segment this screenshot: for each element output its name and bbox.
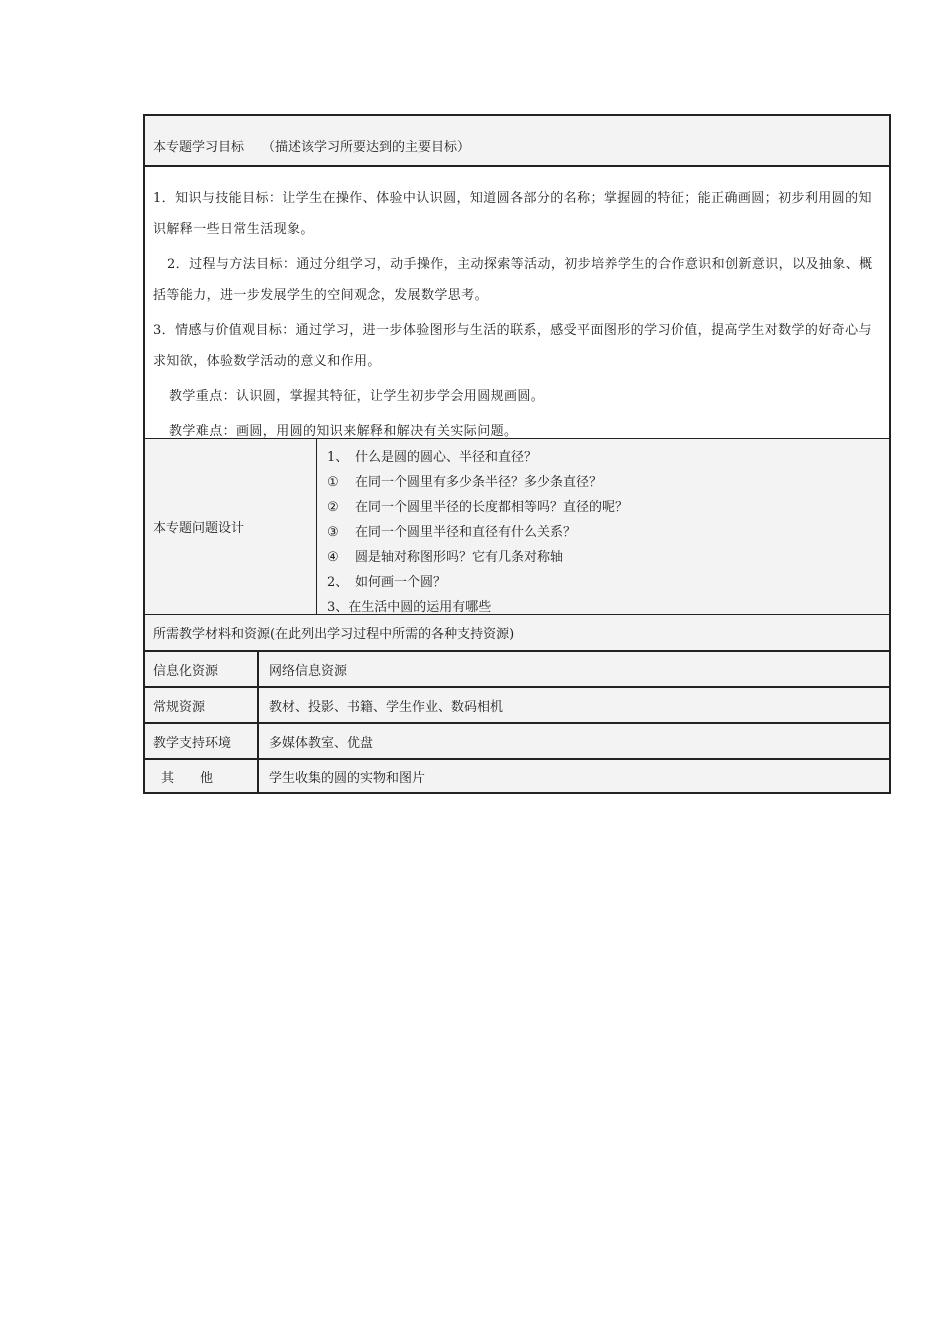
item-number: ② bbox=[327, 500, 339, 515]
questions-list bbox=[317, 439, 889, 614]
list-item bbox=[327, 545, 889, 570]
item-text: 在同一个圆里有多少条半径？多少条直径？ bbox=[355, 475, 603, 490]
questions-section bbox=[143, 438, 891, 614]
item-text: 如何画一个圆？ bbox=[355, 575, 447, 590]
objective-process: 2．过程与方法目标：通过分组学习，动手操作，主动探索等活动，初步培养学生的合作意识和创新意识，以及抽象、概括等能力，进一步发展学生的空间观念，发展数学思考。 bbox=[153, 257, 873, 303]
item-text: 3、在生活中圆的运用有哪些 bbox=[327, 600, 492, 615]
list-item bbox=[327, 495, 889, 520]
lesson-plan-table bbox=[143, 114, 891, 794]
resource-value: 教材、投影、书籍、学生作业、数码相机 bbox=[269, 699, 504, 715]
item-number: ③ bbox=[327, 525, 339, 540]
objectives-body bbox=[143, 165, 891, 438]
resource-label: 常规资源 bbox=[145, 688, 259, 722]
resource-label: 教学支持环境 bbox=[145, 724, 259, 758]
list-item bbox=[327, 445, 889, 470]
questions-label: 本专题问题设计 bbox=[145, 439, 317, 614]
table-row bbox=[143, 758, 891, 794]
table-row bbox=[143, 722, 891, 758]
resource-value: 网络信息资源 bbox=[269, 663, 348, 679]
materials-title: 所需教学材料和资源(在此列出学习过程中所需的各种支持资源) bbox=[153, 627, 515, 642]
objective-knowledge: 1．知识与技能目标：让学生在操作、体验中认识圆，知道圆各部分的名称；掌握圆的特征；能正确画圆；初步利用圆的知识解释一些日常生活现象。 bbox=[153, 191, 872, 237]
teaching-difficulty: 教学难点：画圆，用圆的知识来解释和解决有关实际问题。 bbox=[169, 424, 518, 439]
item-text: 在同一个圆里半径和直径有什么关系？ bbox=[355, 525, 577, 540]
list-item bbox=[327, 470, 889, 495]
resource-value: 学生收集的圆的实物和图片 bbox=[269, 770, 426, 786]
teaching-focus: 教学重点：认识圆，掌握其特征，让学生初步学会用圆规画圆。 bbox=[169, 389, 545, 404]
objective-emotion: 3．情感与价值观目标：通过学习，进一步体验图形与生活的联系，感受平面图形的学习价值，提高学生对数学的好奇心与求知欲，体验数学活动的意义和作用。 bbox=[153, 323, 872, 369]
list-item bbox=[327, 595, 889, 620]
resource-value: 多媒体教室、优盘 bbox=[269, 735, 374, 751]
objectives-title: 本专题学习目标 bbox=[153, 140, 245, 155]
table-row bbox=[143, 650, 891, 686]
list-item bbox=[327, 520, 889, 545]
resource-label: 其 他 bbox=[145, 760, 259, 792]
resource-label: 信息化资源 bbox=[145, 652, 259, 686]
item-text: 在同一个圆里半径的长度都相等吗？直径的呢？ bbox=[355, 500, 629, 515]
item-number: ④ bbox=[327, 550, 339, 565]
objectives-note: （描述该学习所要达到的主要目标） bbox=[262, 140, 471, 155]
objectives-header bbox=[143, 114, 891, 165]
list-item bbox=[327, 570, 889, 595]
item-number: 2、 bbox=[327, 575, 349, 590]
item-number: 1、 bbox=[327, 450, 349, 465]
item-text: 什么是圆的圆心、半径和直径？ bbox=[355, 450, 538, 465]
item-number: ① bbox=[327, 475, 339, 490]
table-row bbox=[143, 686, 891, 722]
item-text: 圆是轴对称图形吗？它有几条对称轴 bbox=[355, 550, 564, 565]
